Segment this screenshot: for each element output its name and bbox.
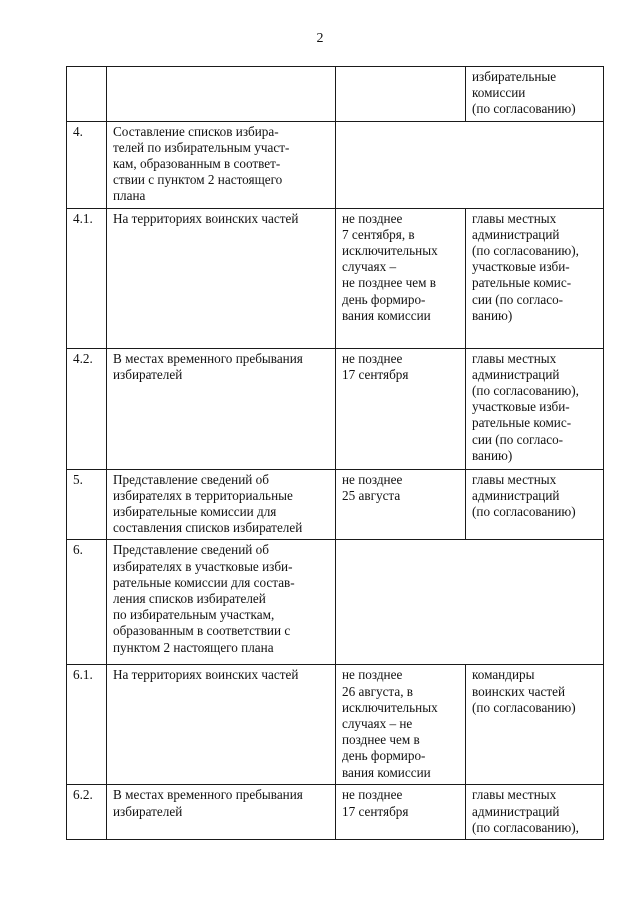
cell-text-line: по избирательным участкам,: [113, 607, 275, 623]
event-cell: [107, 785, 336, 840]
deadline-cell: [336, 67, 466, 122]
event-cell: [107, 540, 336, 665]
cell-text-line: (по согласованию),: [472, 819, 579, 835]
cell-text-line: сии (по согласо-: [472, 291, 564, 307]
table-row: [67, 208, 604, 348]
cell-text-line: рательные комис-: [472, 275, 572, 291]
responsible-cell: [466, 348, 604, 469]
cell-text-line: участковые изби-: [472, 259, 570, 275]
cell-text-line: (по согласованию): [472, 504, 576, 520]
cell-text-line: случаях – не: [342, 716, 413, 732]
cell-text-line: не позднее: [342, 350, 403, 366]
cell-text-line: 25 августа: [342, 487, 401, 503]
table-row: [67, 67, 604, 122]
table-row: [67, 540, 604, 665]
page-number: 2: [316, 31, 324, 46]
cell-text-line: (по согласованию),: [472, 243, 579, 259]
cell-text-line: образованным в соответствии с: [113, 623, 291, 639]
cell-text-line: 7 сентября, в: [342, 226, 415, 242]
cell-text-line: избирателях в территориальные: [113, 487, 293, 503]
cell-text-line: рательные комис-: [472, 415, 572, 431]
cell-text-line: пунктом 2 настоящего плана: [113, 639, 274, 655]
cell-text-line: не позднее: [342, 667, 403, 683]
cell-text-line: (по согласованию): [472, 101, 576, 117]
cell-text-line: не позднее: [342, 210, 403, 226]
cell-text-line: рательные комиссии для состав-: [113, 574, 295, 590]
responsible-cell: [466, 208, 604, 348]
cell-text-line: комиссии: [472, 85, 526, 101]
cell-text-line: Представление сведений об: [113, 471, 269, 487]
item-number: 6.2.: [67, 785, 107, 840]
cell-text-line: Представление сведений об: [113, 542, 269, 558]
deadline-cell: [336, 665, 466, 785]
cell-text-line: ванию): [472, 307, 513, 323]
table-row: [67, 469, 604, 540]
event-cell: [107, 348, 336, 469]
table-row: [67, 121, 604, 208]
cell-text-line: В местах временного пребывания: [113, 787, 303, 803]
cell-text-line: ванию): [472, 447, 513, 463]
cell-text-line: воинских частей: [472, 683, 566, 699]
cell-text-line: плана: [113, 188, 146, 204]
cell-text-line: не позднее: [342, 471, 403, 487]
cell-text-line: Составление списков избира-: [113, 123, 279, 139]
cell-text-line: избирателей: [113, 366, 183, 382]
cell-text-line: не позднее: [342, 787, 403, 803]
item-number: 4.: [67, 121, 107, 208]
cell-text-line: главы местных: [472, 787, 557, 803]
cell-text-line: кам, образованным в соответ-: [113, 156, 281, 172]
cell-text-line: главы местных: [472, 350, 557, 366]
table-row: [67, 785, 604, 840]
cell-text-line: позднее чем в: [342, 732, 420, 748]
cell-text-line: 26 августа, в: [342, 683, 414, 699]
cell-text-line: день формиро-: [342, 748, 426, 764]
cell-text-line: (по согласованию): [472, 699, 576, 715]
cell-text-line: На территориях воинских частей: [113, 210, 299, 226]
cell-text-line: администраций: [472, 487, 560, 503]
merged-empty-cell: [336, 540, 604, 665]
deadline-cell: [336, 208, 466, 348]
cell-text-line: составления списков избирателей: [113, 520, 303, 536]
cell-text-line: администраций: [472, 803, 560, 819]
cell-text-line: (по согласованию),: [472, 383, 579, 399]
cell-text-line: 17 сентября: [342, 803, 409, 819]
item-number: [67, 67, 107, 122]
responsible-cell: [466, 665, 604, 785]
cell-text-line: ления списков избирателей: [113, 591, 266, 607]
cell-text-line: администраций: [472, 366, 560, 382]
item-number: 4.2.: [67, 348, 107, 469]
cell-text-line: сии (по согласо-: [472, 431, 564, 447]
election-plan-table: [66, 66, 604, 840]
event-cell: [107, 67, 336, 122]
cell-text-line: В местах временного пребывания: [113, 350, 303, 366]
deadline-cell: [336, 469, 466, 540]
item-number: 6.1.: [67, 665, 107, 785]
cell-text-line: участковые изби-: [472, 399, 570, 415]
cell-text-line: исключительных: [342, 243, 438, 259]
cell-text-line: телей по избирательным участ-: [113, 139, 290, 155]
item-number: 5.: [67, 469, 107, 540]
event-cell: [107, 665, 336, 785]
responsible-cell: [466, 67, 604, 122]
cell-text-line: избирательные: [472, 69, 557, 84]
event-cell: [107, 208, 336, 348]
event-cell: [107, 121, 336, 208]
cell-text-line: На территориях воинских частей: [113, 667, 299, 683]
cell-text-line: ствии с пунктом 2 настоящего: [113, 172, 283, 188]
cell-text-line: случаях –: [342, 259, 397, 275]
cell-text-line: день формиро-: [342, 291, 426, 307]
cell-text-line: командиры: [472, 667, 535, 683]
item-number: 4.1.: [67, 208, 107, 348]
cell-text-line: главы местных: [472, 210, 557, 226]
cell-text-line: 17 сентября: [342, 366, 409, 382]
cell-text-line: администраций: [472, 226, 560, 242]
item-number: 6.: [67, 540, 107, 665]
cell-text-line: не позднее чем в: [342, 275, 436, 291]
table-row: [67, 348, 604, 469]
deadline-cell: [336, 785, 466, 840]
event-cell: [107, 469, 336, 540]
cell-text-line: исключительных: [342, 699, 438, 715]
cell-text-line: вания комиссии: [342, 307, 431, 323]
table-row: [67, 665, 604, 785]
cell-text-line: избирательные комиссии для: [113, 504, 277, 520]
responsible-cell: [466, 785, 604, 840]
deadline-cell: [336, 348, 466, 469]
cell-text-line: главы местных: [472, 471, 557, 487]
cell-text-line: вания комиссии: [342, 764, 431, 780]
merged-empty-cell: [336, 121, 604, 208]
cell-text-line: избирателях в участковые изби-: [113, 558, 293, 574]
responsible-cell: [466, 469, 604, 540]
cell-text-line: избирателей: [113, 803, 183, 819]
